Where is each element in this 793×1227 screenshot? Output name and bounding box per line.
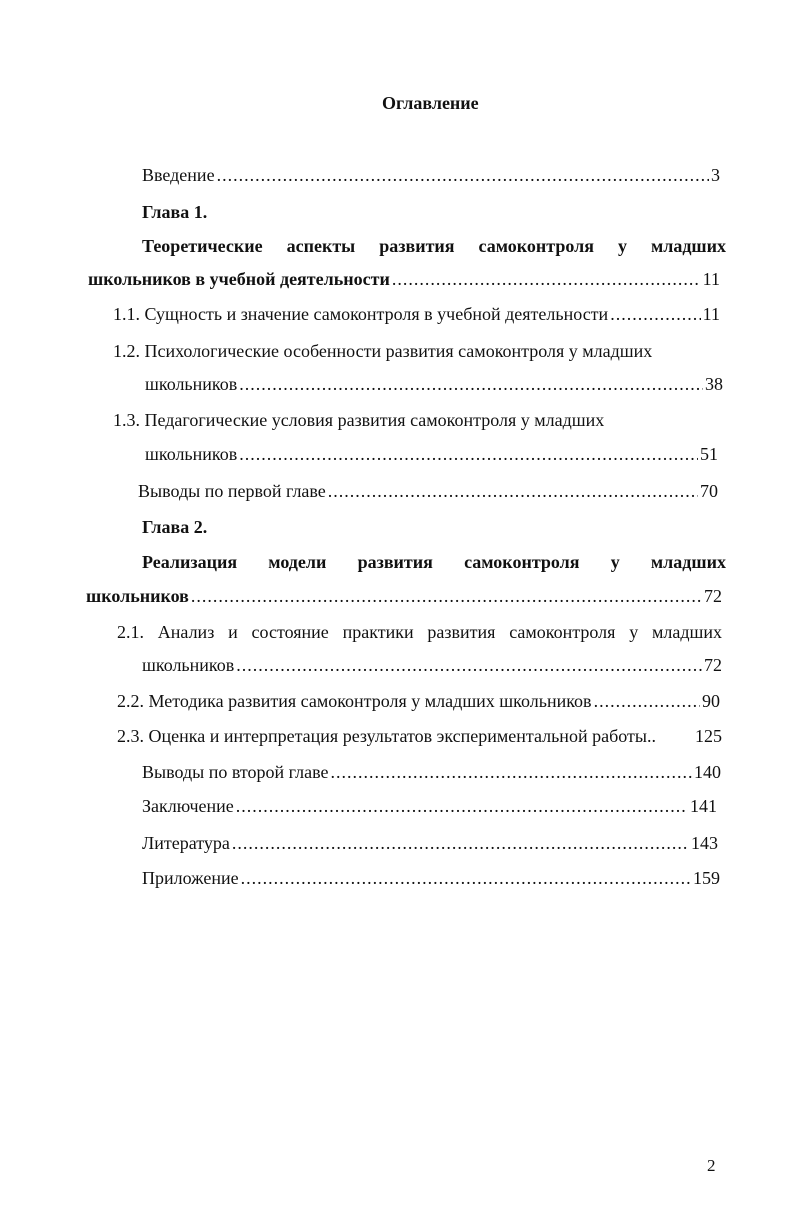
dot-leader xyxy=(239,443,698,465)
page-number: 2 xyxy=(707,1156,716,1175)
dot-leader xyxy=(392,268,701,290)
toc-entry-label: школьников xyxy=(145,374,238,394)
toc-entry-page: 125 xyxy=(695,726,722,746)
toc-entry-page: 3 xyxy=(711,165,720,185)
word: состояние xyxy=(251,622,329,642)
word: модели xyxy=(268,552,327,572)
word: младших xyxy=(650,236,726,256)
toc-entry-page: 159 xyxy=(693,868,720,888)
toc-entry-page: 72 xyxy=(704,586,722,606)
toc-entry-label: Литература xyxy=(142,833,230,853)
word: Анализ xyxy=(157,622,215,642)
word: самоконтроля xyxy=(478,236,594,256)
toc-entry-label: 2.3. Оценка и интерпретация результатов экспериментальной работы.. xyxy=(117,726,656,746)
toc-entry-label: Введение xyxy=(142,165,215,185)
toc-entry-1-3-line1: 1.3. Педагогические условия развития самоконтроля у младших xyxy=(113,410,605,430)
toc-entry-conclusion xyxy=(142,795,717,817)
chapter-1-heading: Глава 1. xyxy=(142,202,208,222)
dot-leader xyxy=(232,832,689,854)
toc-entry-2-1-line2 xyxy=(142,654,722,676)
toc-entry-appendix xyxy=(142,867,720,889)
toc-entry-1-1 xyxy=(113,303,720,325)
toc-entry-page: 72 xyxy=(704,655,722,675)
word: Реализация xyxy=(142,552,238,572)
word: и xyxy=(228,622,238,642)
toc-entry-page: 140 xyxy=(694,762,721,782)
word: у xyxy=(617,236,627,256)
toc-entry-page: 90 xyxy=(702,691,720,711)
chapter-2-heading: Глава 2. xyxy=(142,517,208,537)
dot-leader xyxy=(610,303,700,325)
toc-entry-page: 11 xyxy=(702,269,720,289)
toc-entry-2-2 xyxy=(117,690,720,712)
word: аспекты xyxy=(286,236,356,256)
word: самоконтроля xyxy=(464,552,580,572)
dot-leader xyxy=(217,164,709,186)
word: практики xyxy=(342,622,414,642)
toc-entry-label: 1.1. Сущность и значение самоконтроля в учебной деятельности xyxy=(113,304,609,324)
toc-entry-label: школьников xyxy=(142,655,235,675)
dot-leader xyxy=(236,654,702,676)
toc-entry-label: школьников xyxy=(145,444,238,464)
toc-entry-intro xyxy=(142,164,720,186)
toc-entry-chapter-1-conclusions xyxy=(138,480,718,502)
toc-entry-label: школьников xyxy=(86,586,189,606)
dot-leader xyxy=(239,373,703,395)
dot-leader xyxy=(594,690,700,712)
toc-entry-2-1-line1 xyxy=(117,621,722,643)
toc-entry-page: 141 xyxy=(690,796,717,816)
word: младших xyxy=(651,622,722,642)
toc-entry-page: 11 xyxy=(702,304,720,324)
dot-leader xyxy=(328,480,698,502)
toc-entry-label: Выводы по первой главе xyxy=(138,481,326,501)
toc-entry-literature xyxy=(142,832,718,854)
toc-entry-chapter-2-conclusions xyxy=(142,761,721,783)
word: развития xyxy=(427,622,496,642)
toc-entry-2-3 xyxy=(117,725,722,747)
word: у xyxy=(629,622,639,642)
toc-entry-page: 70 xyxy=(700,481,718,501)
toc-entry-label: Заключение xyxy=(142,796,234,816)
chapter-2-title-line2 xyxy=(86,585,722,607)
dot-leader xyxy=(191,585,702,607)
dot-leader xyxy=(330,761,692,783)
toc-entry-1-2-line1: 1.2. Психологические особенности развития самоконтроля у младших xyxy=(113,341,653,361)
toc-title: Оглавление xyxy=(382,93,479,113)
toc-entry-page: 143 xyxy=(691,833,718,853)
toc-entry-label: школьников в учебной деятельности xyxy=(88,269,390,289)
chapter-2-title-line1 xyxy=(142,551,726,573)
toc-entry-page: 38 xyxy=(705,374,723,394)
word: самоконтроля xyxy=(509,622,616,642)
word: младших xyxy=(650,552,726,572)
dot-leader xyxy=(236,795,688,817)
toc-entry-1-2-line2 xyxy=(145,373,723,395)
word: развития xyxy=(357,552,433,572)
word: у xyxy=(610,552,620,572)
toc-entry-label: Приложение xyxy=(142,868,239,888)
toc-entry-label: 2.2. Методика развития самоконтроля у младших школьников xyxy=(117,691,592,711)
dot-leader xyxy=(241,867,691,889)
toc-entry-label: Выводы по второй главе xyxy=(142,762,329,782)
chapter-1-title-line2 xyxy=(88,268,720,290)
chapter-1-title-line1 xyxy=(142,235,726,257)
toc-entry-page: 51 xyxy=(700,444,718,464)
word: 2.1. xyxy=(117,622,144,642)
word: Теоретические xyxy=(142,236,263,256)
toc-entry-1-3-line2 xyxy=(145,443,718,465)
word: развития xyxy=(379,236,455,256)
